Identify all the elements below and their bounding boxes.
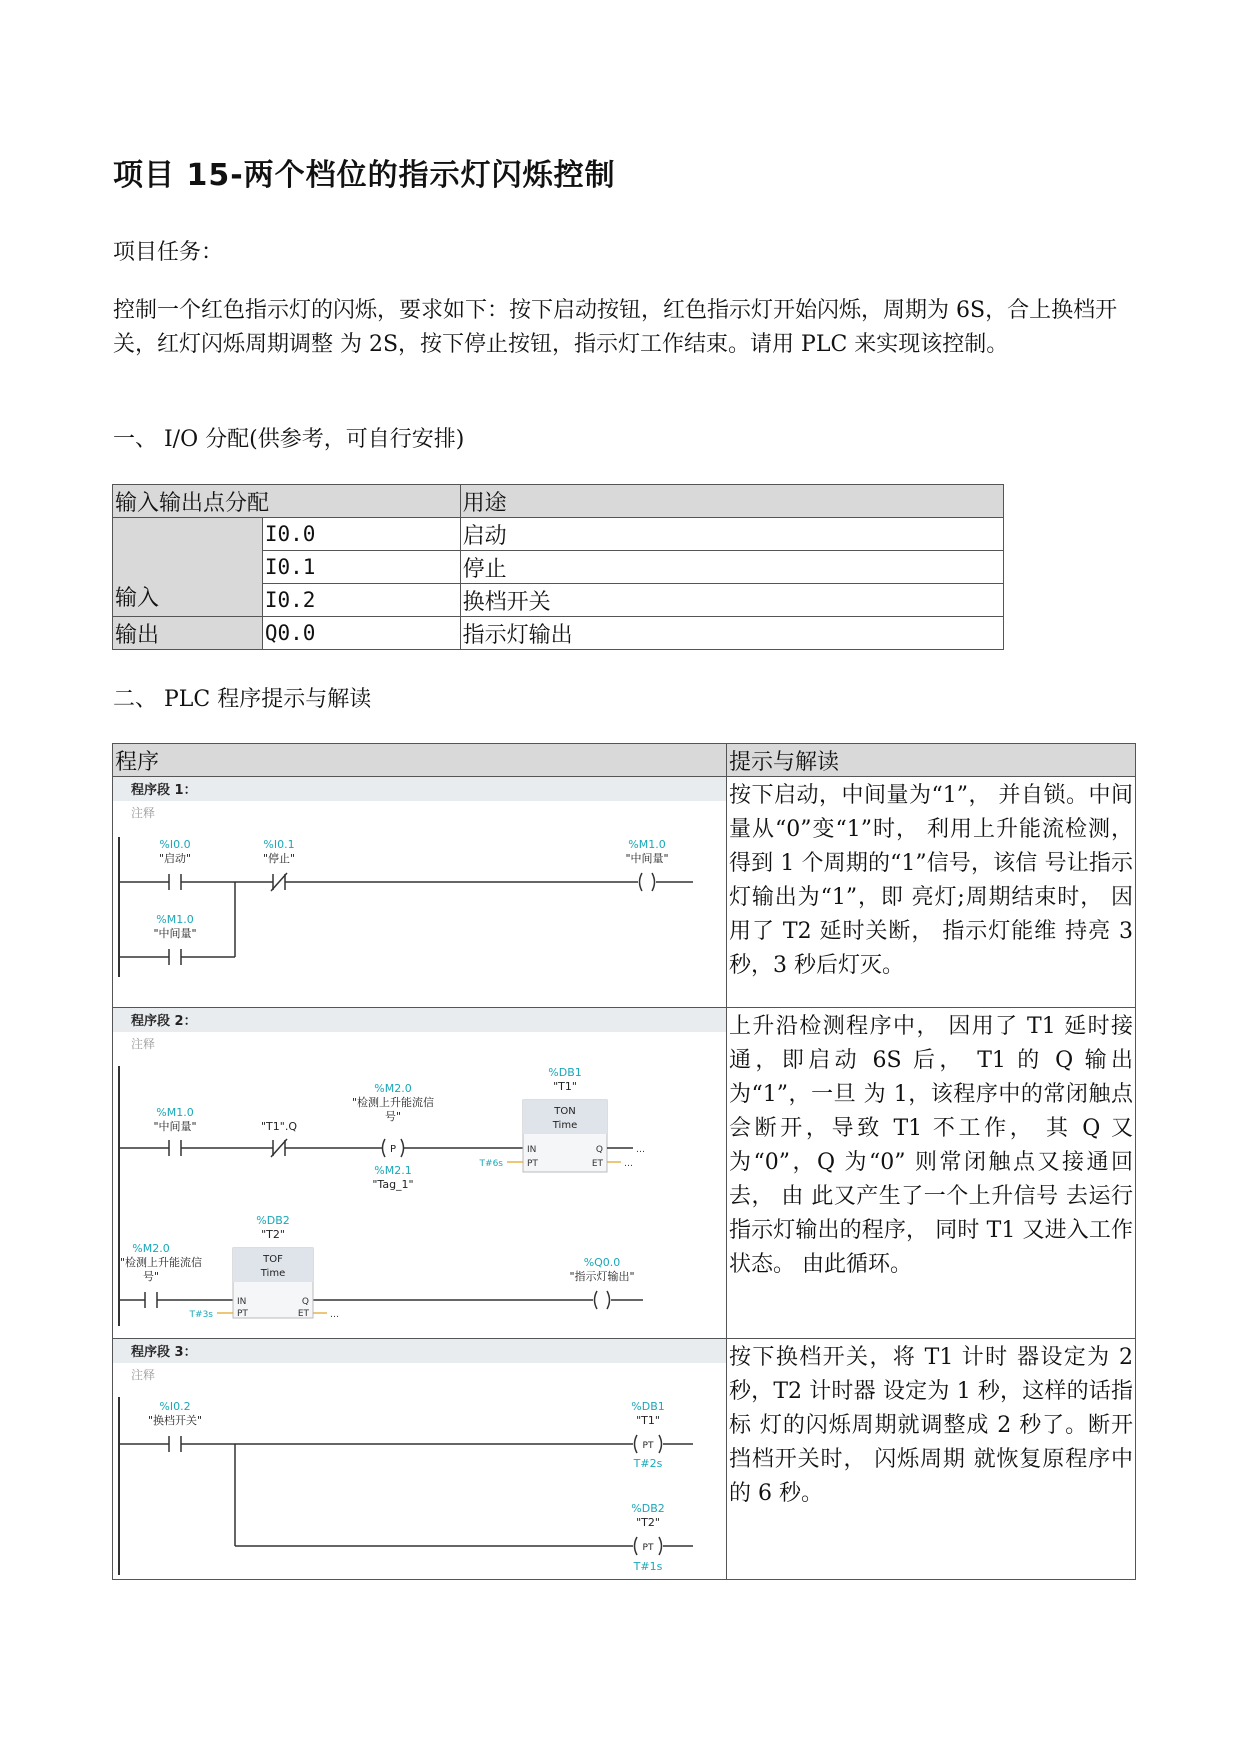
task-label: 项目任务： — [113, 240, 224, 265]
pin-q: Q — [595, 1145, 603, 1155]
contact-tag: "中间量" — [153, 927, 197, 940]
pin-in: IN — [527, 1145, 537, 1155]
contact-addr: %M1.0 — [156, 913, 194, 926]
segment-header-bar — [113, 1008, 726, 1032]
coil-name: "T1" — [636, 1414, 660, 1427]
coil-value: T#1s — [633, 1560, 663, 1573]
edge-symbol: P — [389, 1144, 397, 1155]
tof-timer-block — [189, 1214, 339, 1320]
pt-coil-t1 — [631, 1400, 664, 1470]
pt-symbol: PT — [642, 1441, 654, 1451]
table-row — [113, 1008, 1136, 1339]
rising-edge-coil — [352, 1082, 434, 1191]
io-header-assign: 输入输出点分配 — [113, 485, 461, 518]
timer-name: "T2" — [261, 1228, 285, 1241]
segment-header: 程序段 1： — [131, 783, 197, 798]
ladder-segment-1-cell — [113, 777, 727, 1008]
hint-cell — [727, 1339, 1136, 1580]
io-table-header — [113, 485, 1004, 518]
edge-tag3: "Tag_1" — [372, 1178, 414, 1191]
contact-tag: 号" — [142, 1270, 160, 1283]
contact-edge-signal — [120, 1242, 202, 1308]
svg-text:…: … — [624, 1159, 633, 1169]
ladder-segment-1 — [113, 777, 726, 1007]
io-output-label: 输出 — [113, 617, 263, 650]
io-addr: Q0.0 — [262, 617, 460, 650]
timer-sub: Time — [552, 1120, 578, 1131]
segment-comment: 注释 — [131, 1368, 156, 1382]
segment-header-bar — [113, 1339, 726, 1363]
segment-comment: 注释 — [131, 806, 156, 820]
coil-lamp-output — [569, 1256, 634, 1309]
timer-type: TOF — [263, 1254, 283, 1265]
coil-value: T#2s — [633, 1457, 663, 1470]
contact-t1q-nc — [261, 1120, 297, 1157]
ladder-segment-3-cell — [113, 1339, 727, 1580]
timer-type: TON — [554, 1106, 576, 1117]
hint-cell — [727, 777, 1136, 1008]
pt-symbol: PT — [642, 1543, 654, 1553]
section-plc-heading: 二、 PLC 程序提示与解读 — [113, 687, 372, 712]
io-addr: I0.1 — [262, 551, 460, 584]
timer-db: %DB2 — [256, 1214, 290, 1227]
contact-addr: %M2.0 — [132, 1242, 170, 1255]
segment-comment: 注释 — [131, 1037, 156, 1051]
svg-text:…: … — [330, 1310, 339, 1320]
io-use: 换档开关 — [460, 584, 1003, 617]
table-row — [113, 1339, 1136, 1580]
io-use: 启动 — [460, 518, 1003, 551]
svg-text:…: … — [636, 1145, 645, 1155]
prog-header-program: 程序 — [113, 744, 727, 777]
pin-q: Q — [301, 1297, 309, 1307]
program-table — [112, 743, 1136, 1580]
io-use: 指示灯输出 — [460, 617, 1003, 650]
edge-tag: 号" — [384, 1110, 402, 1123]
contact-tag: "启动" — [158, 852, 192, 865]
edge-addr2: %M2.1 — [374, 1164, 412, 1177]
edge-tag: "检测上升能流信 — [351, 1096, 435, 1109]
ladder-segment-3 — [113, 1339, 726, 1579]
prog-header-hint: 提示与解读 — [727, 744, 1136, 777]
timer-preset: T#6s — [479, 1159, 503, 1169]
pin-in: IN — [237, 1297, 247, 1307]
io-use: 停止 — [460, 551, 1003, 584]
ladder-segment-2-cell — [113, 1008, 727, 1339]
coil-tag: "中间量" — [625, 852, 669, 865]
timer-sub: Time — [260, 1268, 286, 1279]
table-row — [113, 518, 1004, 551]
pin-pt: PT — [527, 1159, 538, 1169]
contact-addr: %M1.0 — [156, 1106, 194, 1119]
ladder-segment-2 — [113, 1008, 726, 1338]
task-description: 控制一个红色指示灯的闪烁，要求如下：按下启动按钮，红色指示灯开始闪烁，周期为 6S，合上换档开关，红灯闪烁周期调整 为 2S，按下停止按钮，指示灯工作结束。请用 PLC 来实现该控制。 — [113, 298, 1118, 357]
table-row — [113, 777, 1136, 1008]
io-table — [112, 484, 1004, 650]
contact-tag: "检测上升能流信 — [119, 1256, 203, 1269]
coil-name: "T2" — [636, 1516, 660, 1529]
pin-pt: PT — [237, 1309, 248, 1319]
timer-db: %DB1 — [548, 1066, 582, 1079]
hint-cell — [727, 1008, 1136, 1339]
timer-name: "T1" — [553, 1080, 577, 1093]
coil-addr: %M1.0 — [628, 838, 666, 851]
segment-header: 程序段 2： — [131, 1014, 197, 1029]
ton-timer-block — [479, 1066, 645, 1172]
coil-tag: "指示灯输出" — [569, 1270, 635, 1283]
io-addr: I0.2 — [262, 584, 460, 617]
segment-header: 程序段 3： — [131, 1345, 197, 1360]
program-table-header — [113, 744, 1136, 777]
io-input-label: 输入 — [113, 518, 263, 617]
timer-preset: T#3s — [189, 1310, 213, 1320]
edge-addr: %M2.0 — [374, 1082, 412, 1095]
coil-db: %DB2 — [631, 1502, 665, 1515]
section-io-heading: 一、 I/O 分配(供参考，可自行安排) — [113, 427, 465, 452]
segment-header-bar — [113, 777, 726, 801]
io-header-use: 用途 — [460, 485, 1003, 518]
contact-addr: %I0.0 — [159, 838, 191, 851]
pin-et: ET — [297, 1309, 309, 1319]
coil-addr: %Q0.0 — [583, 1256, 621, 1269]
hint-text: 按下启动，中间量为“1”， 并自锁。中间量从“0”变“1”时， 利用上升能流检测， 得到 1 个周期的“1”信号，该信 号让指示灯输出为“1”，即 亮灯;周期结束时， 因用了 T2 延时关断， 指示灯能维 持亮 3 秒，3 秒后灯灭。 — [729, 783, 1133, 978]
hint-text: 上升沿检测程序中， 因用了 T1 延时接通，即启动 6S 后， T1 的 Q 输出为“1”，一旦 为 1，该程序中的常闭触点 会断开，导致 T1 不工作， 其 Q 又为“0”，Q 为“0” 则常闭触点又接通回去， 由 此又产生了一个上升信号 去运行指示灯输出的程序， 同时 T1 又进入工作状态。 由此循环。 — [729, 1014, 1133, 1277]
hint-text: 按下换档开关，将 T1 计时 器设定为 2 秒，T2 计时器 设定为 1 秒，这样的话指标 灯的闪烁周期就调整成 2 秒了。断开挡档开关时， 闪烁周期 就恢复原程序中的 6 秒。 — [729, 1345, 1133, 1506]
coil-intermediate — [625, 838, 668, 891]
contact-addr: %I0.1 — [263, 838, 295, 851]
io-addr: I0.0 — [262, 518, 460, 551]
contact-addr: %I0.2 — [159, 1400, 191, 1413]
contact-tag: "T1".Q — [261, 1120, 297, 1133]
contact-tag: "停止" — [262, 852, 296, 865]
pt-coil-t2 — [631, 1502, 664, 1573]
pin-et: ET — [591, 1159, 603, 1169]
contact-stop-nc — [263, 838, 295, 891]
table-row — [113, 617, 1004, 650]
document-title: 项目 15-两个档位的指示灯闪烁控制 — [113, 158, 616, 193]
contact-tag: "中间量" — [153, 1120, 197, 1133]
contact-tag: "换档开关" — [147, 1414, 203, 1427]
coil-db: %DB1 — [631, 1400, 665, 1413]
